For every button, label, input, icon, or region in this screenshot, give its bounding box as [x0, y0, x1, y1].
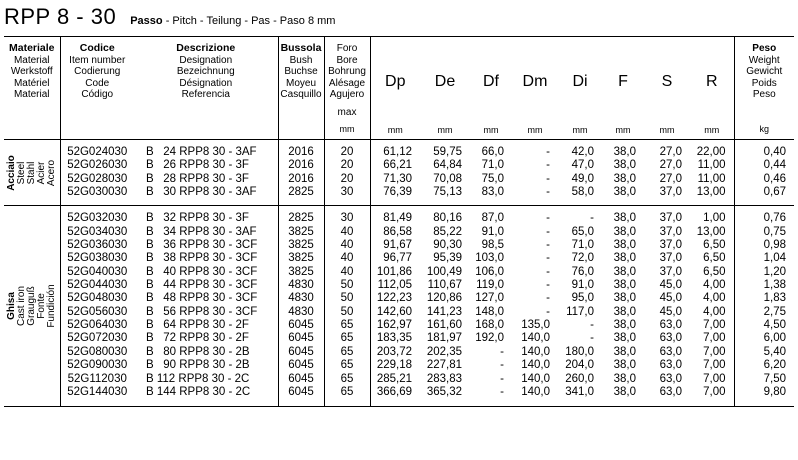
foro-cell: 30: [340, 212, 354, 225]
de-cell: 181,97: [426, 332, 462, 345]
s-cell: 63,0: [659, 359, 682, 372]
df-cell: 87,0: [481, 212, 504, 225]
peso-cell: 0,44: [763, 159, 786, 172]
f-cell-column: [602, 140, 644, 206]
di-cell-column: [558, 206, 602, 407]
dm-cell: 140,0: [521, 359, 550, 372]
foro-cell: 65: [340, 359, 354, 372]
de-cell: 283,83: [426, 372, 462, 385]
header-peso: Peso Weight Gewicht Poids Peso kg: [734, 37, 794, 140]
dp-cell: 162,97: [376, 319, 412, 332]
foro-cell: 50: [340, 279, 354, 292]
s-cell: 27,0: [659, 146, 682, 158]
dp-cell: 91,67: [383, 239, 412, 252]
header-de: De mm: [420, 37, 470, 140]
dp-cell: 366,69: [376, 385, 412, 398]
descrizione-cell: B 26 RPP8 30 - 3F: [146, 159, 249, 172]
header-f: F mm: [602, 37, 644, 140]
df-cell: 91,0: [481, 225, 504, 238]
header-bussola: Bussola Bush Buchse Moyeu Casquillo: [278, 37, 324, 140]
di-cell: -: [590, 212, 594, 225]
bussola-cell: 4830: [288, 305, 314, 318]
peso-cell: 5,40: [763, 345, 786, 358]
dp-cell: 101,86: [376, 265, 412, 278]
foro-cell: 65: [340, 319, 354, 332]
de-cell: 120,86: [426, 292, 462, 305]
di-cell: 76,0: [571, 265, 594, 278]
df-cell: 192,0: [475, 332, 504, 345]
codice-cell: 52G036030: [67, 239, 128, 252]
codice-cell: 52G080030: [67, 345, 128, 358]
r-cell: 4,00: [703, 292, 726, 305]
f-cell: 38,0: [613, 319, 636, 332]
di-cell: 180,0: [565, 345, 594, 358]
foro-cell: 65: [340, 385, 354, 398]
df-cell: 127,0: [475, 292, 504, 305]
r-cell: 7,00: [703, 332, 726, 345]
codice-cell: 52G024030: [67, 146, 128, 158]
header-descrizione: Descrizione Designation Bezeichnung Désignation Referencia: [134, 37, 278, 140]
material-translation: Stahl: [25, 161, 37, 185]
peso-cell: 4,50: [763, 319, 786, 332]
foro-cell: 40: [340, 239, 354, 252]
codice-cell: 52G034030: [67, 225, 128, 238]
dp-cell: 183,35: [376, 332, 412, 345]
passo-label: Passo: [130, 15, 163, 27]
codice-cell: 52G040030: [67, 265, 128, 278]
df-cell: 106,0: [475, 265, 504, 278]
dm-cell: 140,0: [521, 345, 550, 358]
passo-text: - Pitch - Teilung - Pas - Paso 8 mm: [162, 15, 336, 27]
de-cell: 85,22: [433, 225, 462, 238]
foro-cell: 40: [340, 225, 354, 238]
r-cell: 22,00: [696, 146, 726, 158]
dp-cell: 96,77: [383, 252, 412, 265]
material-name: Ghisa: [5, 292, 17, 321]
material-translation: Acero: [45, 159, 57, 186]
s-cell: 37,0: [659, 239, 682, 252]
de-cell: 100,49: [426, 265, 462, 278]
dp-cell: 86,58: [383, 225, 412, 238]
peso-cell: 6,20: [763, 359, 786, 372]
r-cell: 13,00: [696, 186, 726, 199]
r-cell: 11,00: [697, 172, 726, 185]
dp-cell: 66,21: [383, 159, 412, 172]
de-cell: 59,75: [433, 146, 462, 158]
codice-cell: 52G030030: [67, 186, 128, 199]
material-translation: Acier: [35, 161, 47, 185]
r-cell: 6,50: [703, 265, 726, 278]
spec-table: [4, 36, 794, 407]
de-cell: 161,60: [426, 319, 462, 332]
foro-cell-column: [324, 206, 370, 407]
di-cell: 117,0: [566, 305, 594, 318]
df-cell: -: [500, 345, 504, 358]
peso-cell: 6,00: [763, 332, 786, 345]
de-cell: 70,08: [433, 172, 462, 185]
f-cell: 38,0: [613, 359, 636, 372]
dp-cell: 203,72: [376, 345, 412, 358]
header-codice: Codice Item number Codierung Code Código: [60, 37, 134, 140]
f-cell-column: [602, 206, 644, 407]
codice-cell: 52G032030: [67, 212, 128, 225]
s-cell: 63,0: [659, 385, 682, 398]
dp-cell: 112,05: [377, 279, 412, 292]
r-cell: 7,00: [703, 372, 726, 385]
material-name: Acciaio: [5, 154, 17, 191]
peso-cell: 0,98: [763, 239, 786, 252]
codice-cell: 52G028030: [67, 172, 128, 185]
header-di: Di mm: [558, 37, 602, 140]
di-cell: 65,0: [571, 225, 594, 238]
df-cell: 75,0: [481, 172, 504, 185]
di-cell: 58,0: [571, 186, 594, 199]
f-cell: 38,0: [613, 186, 636, 199]
dm-cell: -: [546, 146, 550, 158]
s-cell: 27,0: [659, 159, 682, 172]
foro-cell: 40: [340, 252, 354, 265]
di-cell: -: [590, 319, 594, 332]
descrizione-cell: B 56 RPP8 30 - 3CF: [146, 305, 258, 318]
de-cell: 202,35: [426, 345, 462, 358]
df-cell: 148,0: [475, 305, 504, 318]
de-cell-column: [420, 206, 470, 407]
peso-cell: 0,40: [763, 146, 786, 158]
dp-cell: 76,39: [383, 186, 412, 199]
bussola-cell: 3825: [288, 239, 314, 252]
peso-cell-column: [734, 140, 794, 206]
peso-cell: 0,76: [763, 212, 786, 225]
bussola-cell: 3825: [288, 265, 314, 278]
df-cell: 71,0: [481, 159, 504, 172]
peso-cell: 0,46: [763, 172, 786, 185]
df-cell: 66,0: [481, 146, 504, 158]
f-cell: 38,0: [613, 345, 636, 358]
descrizione-cell: B 64 RPP8 30 - 2F: [146, 319, 249, 332]
dp-cell: 71,30: [383, 172, 412, 185]
f-cell: 38,0: [613, 146, 636, 158]
codice-cell: 52G056030: [67, 305, 128, 318]
di-cell: 260,0: [565, 372, 594, 385]
peso-cell: 0,75: [763, 225, 786, 238]
df-cell: 168,0: [475, 319, 504, 332]
r-cell: 11,00: [697, 159, 726, 172]
df-cell: 83,0: [481, 186, 504, 199]
r-cell: 4,00: [703, 279, 726, 292]
material-cell: [4, 206, 60, 407]
r-cell: 1,00: [703, 212, 726, 225]
peso-cell-column: [734, 206, 794, 407]
material-group-1: [4, 140, 794, 206]
f-cell: 38,0: [613, 305, 636, 318]
di-cell: 95,0: [571, 292, 594, 305]
foro-cell: 50: [340, 305, 354, 318]
bussola-cell: 2016: [288, 159, 314, 172]
bussola-cell: 2016: [288, 172, 314, 185]
dm-cell: -: [546, 279, 550, 292]
foro-cell-column: [324, 140, 370, 206]
df-cell-column: [470, 140, 512, 206]
codice-cell: 52G048030: [67, 292, 128, 305]
de-cell: 80,16: [433, 212, 462, 225]
dm-cell: 140,0: [521, 372, 550, 385]
bussola-cell-column: [278, 140, 324, 206]
descrizione-cell: B 36 RPP8 30 - 3CF: [146, 239, 258, 252]
foro-cell: 65: [340, 372, 354, 385]
dm-cell: -: [546, 159, 550, 172]
material-cell: [4, 140, 60, 206]
peso-cell: 1,20: [763, 265, 786, 278]
foro-cell: 20: [340, 172, 354, 185]
s-cell: 45,0: [659, 279, 682, 292]
r-cell: 7,00: [703, 385, 726, 398]
dp-cell: 61,12: [383, 146, 412, 158]
material-translation: Cast iron: [15, 286, 27, 327]
foro-cell: 20: [340, 146, 354, 158]
bussola-cell: 4830: [288, 292, 314, 305]
r-cell-column: [690, 140, 734, 206]
s-cell: 63,0: [659, 372, 682, 385]
dp-cell: 142,60: [376, 305, 412, 318]
descrizione-cell: B 48 RPP8 30 - 3CF: [146, 292, 258, 305]
foro-cell: 20: [340, 159, 354, 172]
foro-cell: 40: [340, 265, 354, 278]
peso-cell: 2,75: [763, 305, 786, 318]
dm-cell: -: [546, 212, 550, 225]
header-dm: Dm mm: [512, 37, 558, 140]
dm-cell: 140,0: [521, 385, 550, 398]
peso-cell: 9,80: [763, 385, 786, 398]
s-cell: 63,0: [659, 319, 682, 332]
descrizione-cell: B 72 RPP8 30 - 2F: [146, 332, 249, 345]
descrizione-cell: B 32 RPP8 30 - 3F: [146, 212, 249, 225]
s-cell: 45,0: [659, 292, 682, 305]
f-cell: 38,0: [613, 332, 636, 345]
dp-cell: 285,21: [376, 372, 412, 385]
di-cell: 91,0: [571, 279, 594, 292]
descrizione-cell: B 34 RPP8 30 - 3AF: [146, 225, 257, 238]
f-cell: 38,0: [613, 252, 636, 265]
s-cell: 45,0: [659, 305, 682, 318]
material-label: [7, 285, 57, 328]
de-cell-column: [420, 140, 470, 206]
bussola-cell: 6045: [288, 345, 314, 358]
dp-cell-column: [370, 140, 420, 206]
descrizione-cell: B 90 RPP8 30 - 2B: [146, 359, 250, 372]
df-cell: -: [500, 359, 504, 372]
codice-cell: 52G044030: [67, 279, 128, 292]
material-label: [7, 155, 57, 191]
f-cell: 38,0: [613, 172, 636, 185]
bussola-cell: 3825: [288, 252, 314, 265]
dp-cell: 122,23: [376, 292, 412, 305]
material-group-2: [4, 206, 794, 407]
dp-cell: 81,49: [383, 212, 412, 225]
codice-cell: 52G144030: [67, 385, 128, 398]
foro-cell: 65: [340, 345, 354, 358]
di-cell: 72,0: [571, 252, 594, 265]
codice-cell: 52G038030: [67, 252, 128, 265]
bussola-cell: 6045: [288, 359, 314, 372]
descrizione-cell: B 144 RPP8 30 - 2C: [146, 385, 251, 398]
dm-cell: -: [546, 239, 550, 252]
r-cell: 7,00: [703, 359, 726, 372]
codice-cell: 52G090030: [67, 359, 128, 372]
bussola-cell: 6045: [288, 385, 314, 398]
descrizione-cell: B 38 RPP8 30 - 3CF: [146, 252, 258, 265]
r-cell: 7,00: [703, 319, 726, 332]
bussola-cell: 4830: [288, 279, 314, 292]
descrizione-cell: B 28 RPP8 30 - 3F: [146, 172, 249, 185]
r-cell: 4,00: [703, 305, 726, 318]
header-dp: Dp mm: [370, 37, 420, 140]
r-cell: 6,50: [703, 252, 726, 265]
dm-cell: 140,0: [521, 332, 550, 345]
codice-cell-column: [60, 140, 134, 206]
descrizione-cell: B 44 RPP8 30 - 3CF: [146, 279, 258, 292]
s-cell: 37,0: [659, 225, 682, 238]
de-cell: 110,67: [427, 279, 462, 292]
di-cell: 71,0: [571, 239, 594, 252]
foro-cell: 50: [340, 292, 354, 305]
codice-cell: 52G026030: [67, 159, 128, 172]
s-cell: 63,0: [659, 345, 682, 358]
dm-cell: -: [546, 265, 550, 278]
bussola-cell: 6045: [288, 319, 314, 332]
foro-cell: 30: [340, 186, 354, 199]
dm-cell-column: [512, 206, 558, 407]
bussola-cell-column: [278, 206, 324, 407]
de-cell: 141,23: [426, 305, 462, 318]
material-translation: Fonte: [35, 293, 47, 320]
f-cell: 38,0: [613, 292, 636, 305]
f-cell: 38,0: [613, 159, 636, 172]
descrizione-cell: B 80 RPP8 30 - 2B: [146, 345, 250, 358]
di-cell: 204,0: [565, 359, 594, 372]
di-cell: 341,0: [565, 385, 594, 398]
di-cell: 47,0: [571, 159, 594, 172]
codice-cell: 52G064030: [67, 319, 128, 332]
df-cell: 119,0: [476, 279, 504, 292]
f-cell: 38,0: [613, 372, 636, 385]
bussola-cell: 2825: [288, 212, 314, 225]
codice-cell: 52G112030: [67, 372, 127, 385]
material-translation: Steel: [15, 161, 27, 185]
de-cell: 64,84: [433, 159, 462, 172]
f-cell: 38,0: [613, 279, 636, 292]
f-cell: 38,0: [613, 265, 636, 278]
df-cell: 103,0: [475, 252, 504, 265]
s-cell: 27,0: [659, 172, 682, 185]
peso-cell: 7,50: [763, 372, 786, 385]
descrizione-cell: B 30 RPP8 30 - 3AF: [146, 186, 257, 199]
dm-cell: -: [546, 225, 550, 238]
peso-cell: 0,67: [763, 186, 786, 199]
dm-cell: 135,0: [521, 319, 550, 332]
descrizione-cell: B 24 RPP8 30 - 3AF: [146, 146, 257, 158]
bussola-cell: 6045: [288, 372, 314, 385]
peso-cell: 1,04: [763, 252, 786, 265]
material-translation: Fundición: [45, 284, 57, 328]
df-cell: 98,5: [481, 239, 504, 252]
dp-cell-column: [370, 206, 420, 407]
header-r: R mm: [690, 37, 734, 140]
de-cell: 227,81: [426, 359, 462, 372]
material-translation: Grauguß: [25, 286, 37, 327]
bussola-cell: 6045: [288, 332, 314, 345]
title-main: RPP 8 - 30: [4, 4, 117, 29]
descrizione-cell: B 112 RPP8 30 - 2C: [146, 372, 250, 385]
df-cell-column: [470, 206, 512, 407]
di-cell: 42,0: [571, 146, 594, 158]
s-cell-column: [644, 206, 690, 407]
header-materiale: Materiale Material Werkstoff Matériel Material: [4, 37, 60, 140]
df-cell: -: [500, 372, 504, 385]
descrizione-cell: B 40 RPP8 30 - 3CF: [146, 265, 258, 278]
s-cell: 63,0: [659, 332, 682, 345]
dp-cell: 229,18: [376, 359, 412, 372]
foro-cell: 65: [340, 332, 354, 345]
s-cell: 37,0: [659, 265, 682, 278]
s-cell: 37,0: [659, 186, 682, 199]
r-cell: 6,50: [703, 239, 726, 252]
de-cell: 90,30: [433, 239, 462, 252]
bussola-cell: 2016: [288, 146, 314, 158]
s-cell: 37,0: [659, 252, 682, 265]
codice-cell-column: [60, 206, 134, 407]
de-cell: 75,13: [433, 186, 462, 199]
r-cell: 7,00: [703, 345, 726, 358]
header-s: S mm: [644, 37, 690, 140]
di-cell: -: [590, 332, 594, 345]
r-cell: 13,00: [696, 225, 726, 238]
f-cell: 38,0: [613, 225, 636, 238]
de-cell: 95,39: [433, 252, 462, 265]
descrizione-cell-column: [134, 140, 278, 206]
title-subtitle: [130, 15, 335, 27]
descrizione-cell-column: [134, 206, 278, 407]
header-foro: Foro Bore Bohrung Alésage Agujero max mm: [324, 37, 370, 140]
s-cell-column: [644, 140, 690, 206]
bussola-cell: 2825: [288, 186, 314, 199]
s-cell: 37,0: [659, 212, 682, 225]
de-cell: 365,32: [426, 385, 462, 398]
peso-cell: 1,38: [763, 279, 786, 292]
header-df: Df mm: [470, 37, 512, 140]
dm-cell: -: [546, 305, 550, 318]
dm-cell: -: [546, 292, 550, 305]
dm-cell: -: [546, 172, 550, 185]
page-title: [4, 4, 335, 30]
dm-cell: -: [546, 252, 550, 265]
dm-cell: -: [546, 186, 550, 199]
f-cell: 38,0: [613, 239, 636, 252]
f-cell: 38,0: [613, 212, 636, 225]
r-cell-column: [690, 206, 734, 407]
header-row: [4, 37, 794, 140]
df-cell: -: [500, 385, 504, 398]
dm-cell-column: [512, 140, 558, 206]
bussola-cell: 3825: [288, 225, 314, 238]
codice-cell: 52G072030: [67, 332, 128, 345]
di-cell-column: [558, 140, 602, 206]
peso-cell: 1,83: [763, 292, 786, 305]
di-cell: 49,0: [571, 172, 594, 185]
f-cell: 38,0: [613, 385, 636, 398]
